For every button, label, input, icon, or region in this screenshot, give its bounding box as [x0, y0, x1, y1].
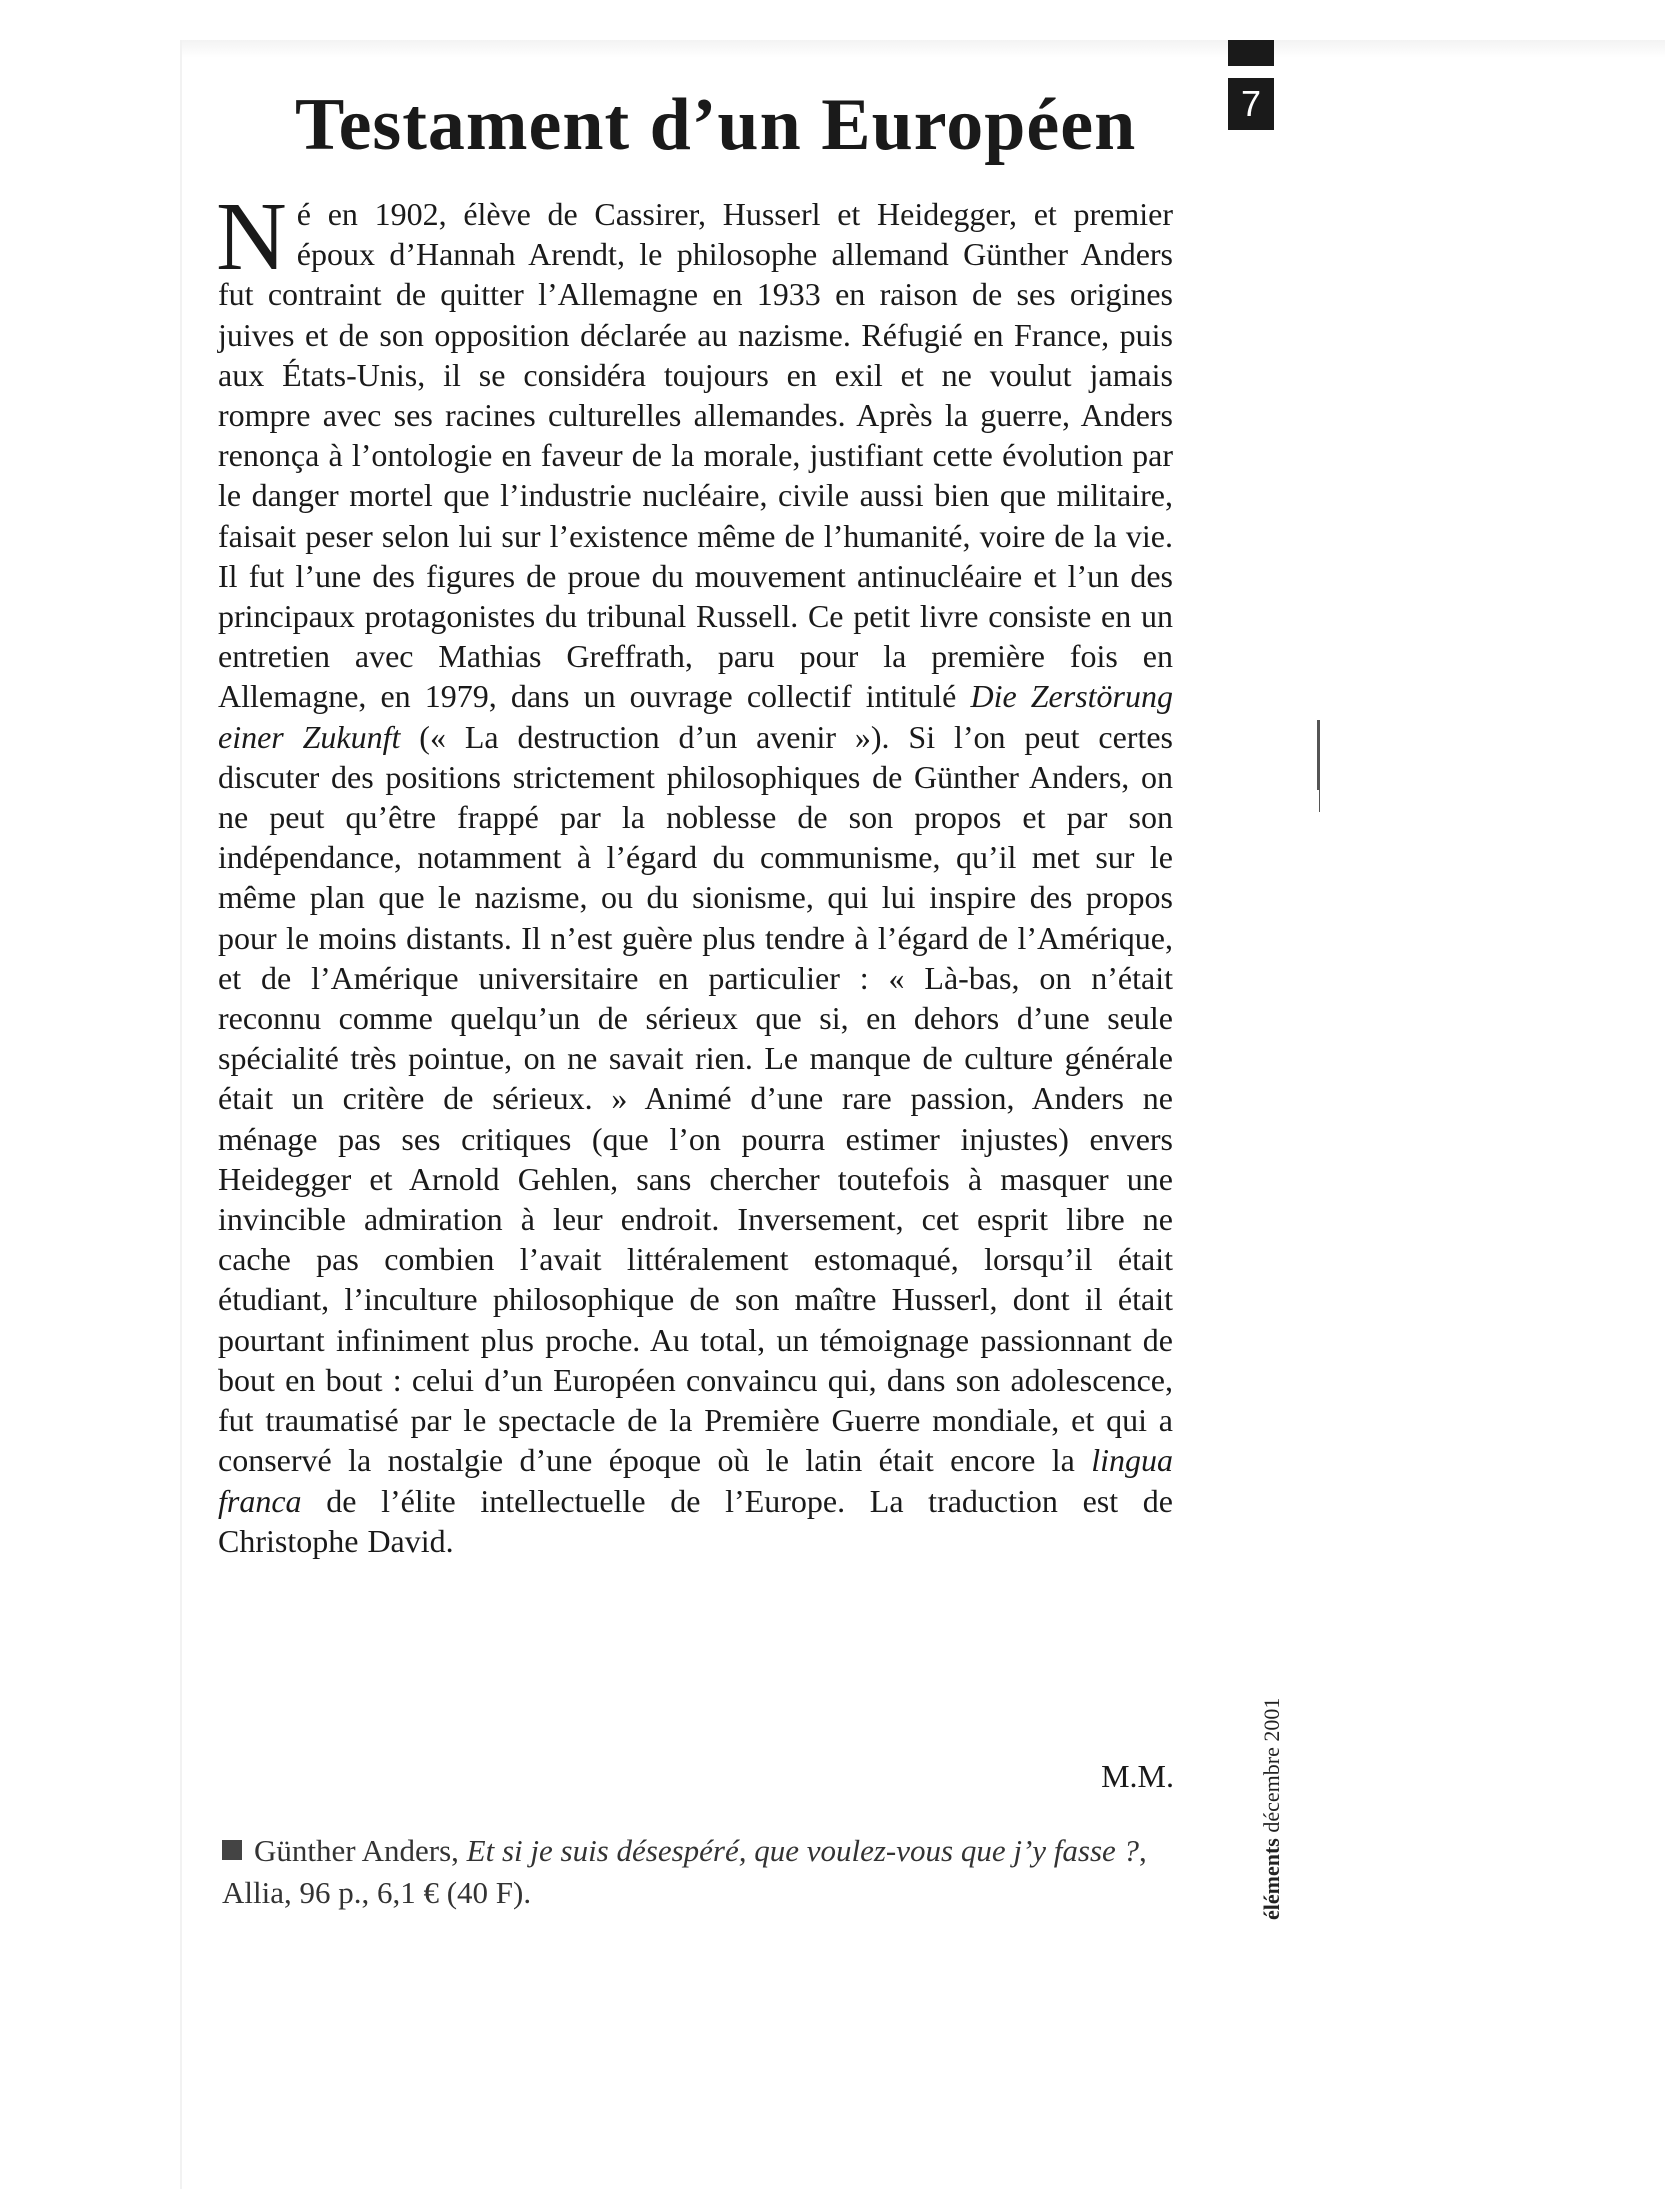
book-reference: [222, 1830, 1182, 1914]
reference-author: Günther Anders,: [254, 1833, 467, 1868]
body-italic-phrase: lingua franca: [218, 1442, 1173, 1519]
body-text-part: de l’élite intellectuelle de l’Europe. La traduction est de Christophe David.: [218, 1482, 1173, 1559]
body-text-part: é en 1902, élève de Cassirer, Husserl et Heidegger, et premier époux d’Hannah Arendt, le philosophe allemand Günther Anders fut contraint de quitter l’Allemagne en 1933 en raison de ses origines juives et de son opposition déclarée au nazisme. Réfugié en France, puis aux États-Unis, il se considéra toujours en exil et ne voulut jamais rompre avec ses racines culturelles allemandes. Après la guerre, Anders renonça à l’ontologie en faveur de la morale, justifiant cette évolution par le danger mortel que l’industrie nucléaire, civile aussi bien que militaire, faisait peser selon lui sur l’existence même de l’humanité, voire de la vie. Il fut l’une des figures de proue du mouvement antinucléaire et l’un des principaux protagonistes du tribunal Russell. Ce petit livre consiste en un entretien avec Mathias Greffrath, paru pour la première fois en Allemagne, en 1979, dans un ouvrage collectif intitulé: [218, 196, 1173, 715]
article-body: [216, 183, 1174, 1561]
drop-cap: N: [216, 183, 287, 291]
body-italic-title: Die Zerstörung einer Zukunft: [218, 678, 1174, 755]
scan-edge: [180, 40, 1665, 58]
magazine-name: éléments: [1259, 1838, 1284, 1920]
author-initials: M.M.: [1101, 1758, 1174, 1794]
square-bullet-icon: [222, 1840, 242, 1860]
scan-edge: [180, 40, 182, 2189]
page-number: 7: [1228, 78, 1274, 130]
body-text-part: (« La destruction d’un avenir »). Si l’on peut certes discuter des positions strictement philosophiques de Günther Anders, on ne peut qu’être frappé par la noblesse de son propos et par son indépendance, notamment à l’égard du communisme, qu’il met sur le même plan que le nazisme, ou du sionisme, qui lui inspire des propos pour le moins distants. Il n’est guère plus tendre à l’égard de l’Amérique, et de l’Amérique universitaire en particulier : « Là-bas, on n’était reconnu comme quelqu’un de sérieux que si, en dehors d’une seule spécialité très pointue, on ne savait rien. Le manque de culture générale était un critère de sérieux. » Animé d’une rare passion, Anders ne ménage pas ses critiques (que l’on pourra estimer injustes) envers Heidegger et Arnold Gehlen, sans chercher toutefois à masquer une invincible admiration à leur endroit. Inversement, cet esprit libre ne cache pas combien l’avait littéralement estomaqué, lorsqu’il était étudiant, l’inculture philosophique de son maître Husserl, dont il était pourtant infiniment plus proche. Au total, un témoignage passionnant de bout en bout : celui d’un Européen convaincu qui, dans son adolescence, fut traumatisé par le spectacle de la Première Guerre mondiale, et qui a conservé la nostalgie d’une époque où le latin était encore la: [218, 718, 1174, 1479]
reference-details: , Allia, 96 p., 6,1 € (40 F).: [222, 1833, 1147, 1910]
running-footer: [1255, 1580, 1289, 1920]
margin-rule-gap: [1316, 790, 1319, 812]
article-title: Testament d’un Européen: [295, 84, 1137, 166]
reference-book-title: Et si je suis désespéré, que voulez-vous que j’y fasse ?: [466, 1833, 1140, 1868]
page-number-tab: [1228, 40, 1274, 132]
page-tab-bar: [1228, 40, 1274, 66]
issue-date: décembre 2001: [1259, 1697, 1284, 1833]
